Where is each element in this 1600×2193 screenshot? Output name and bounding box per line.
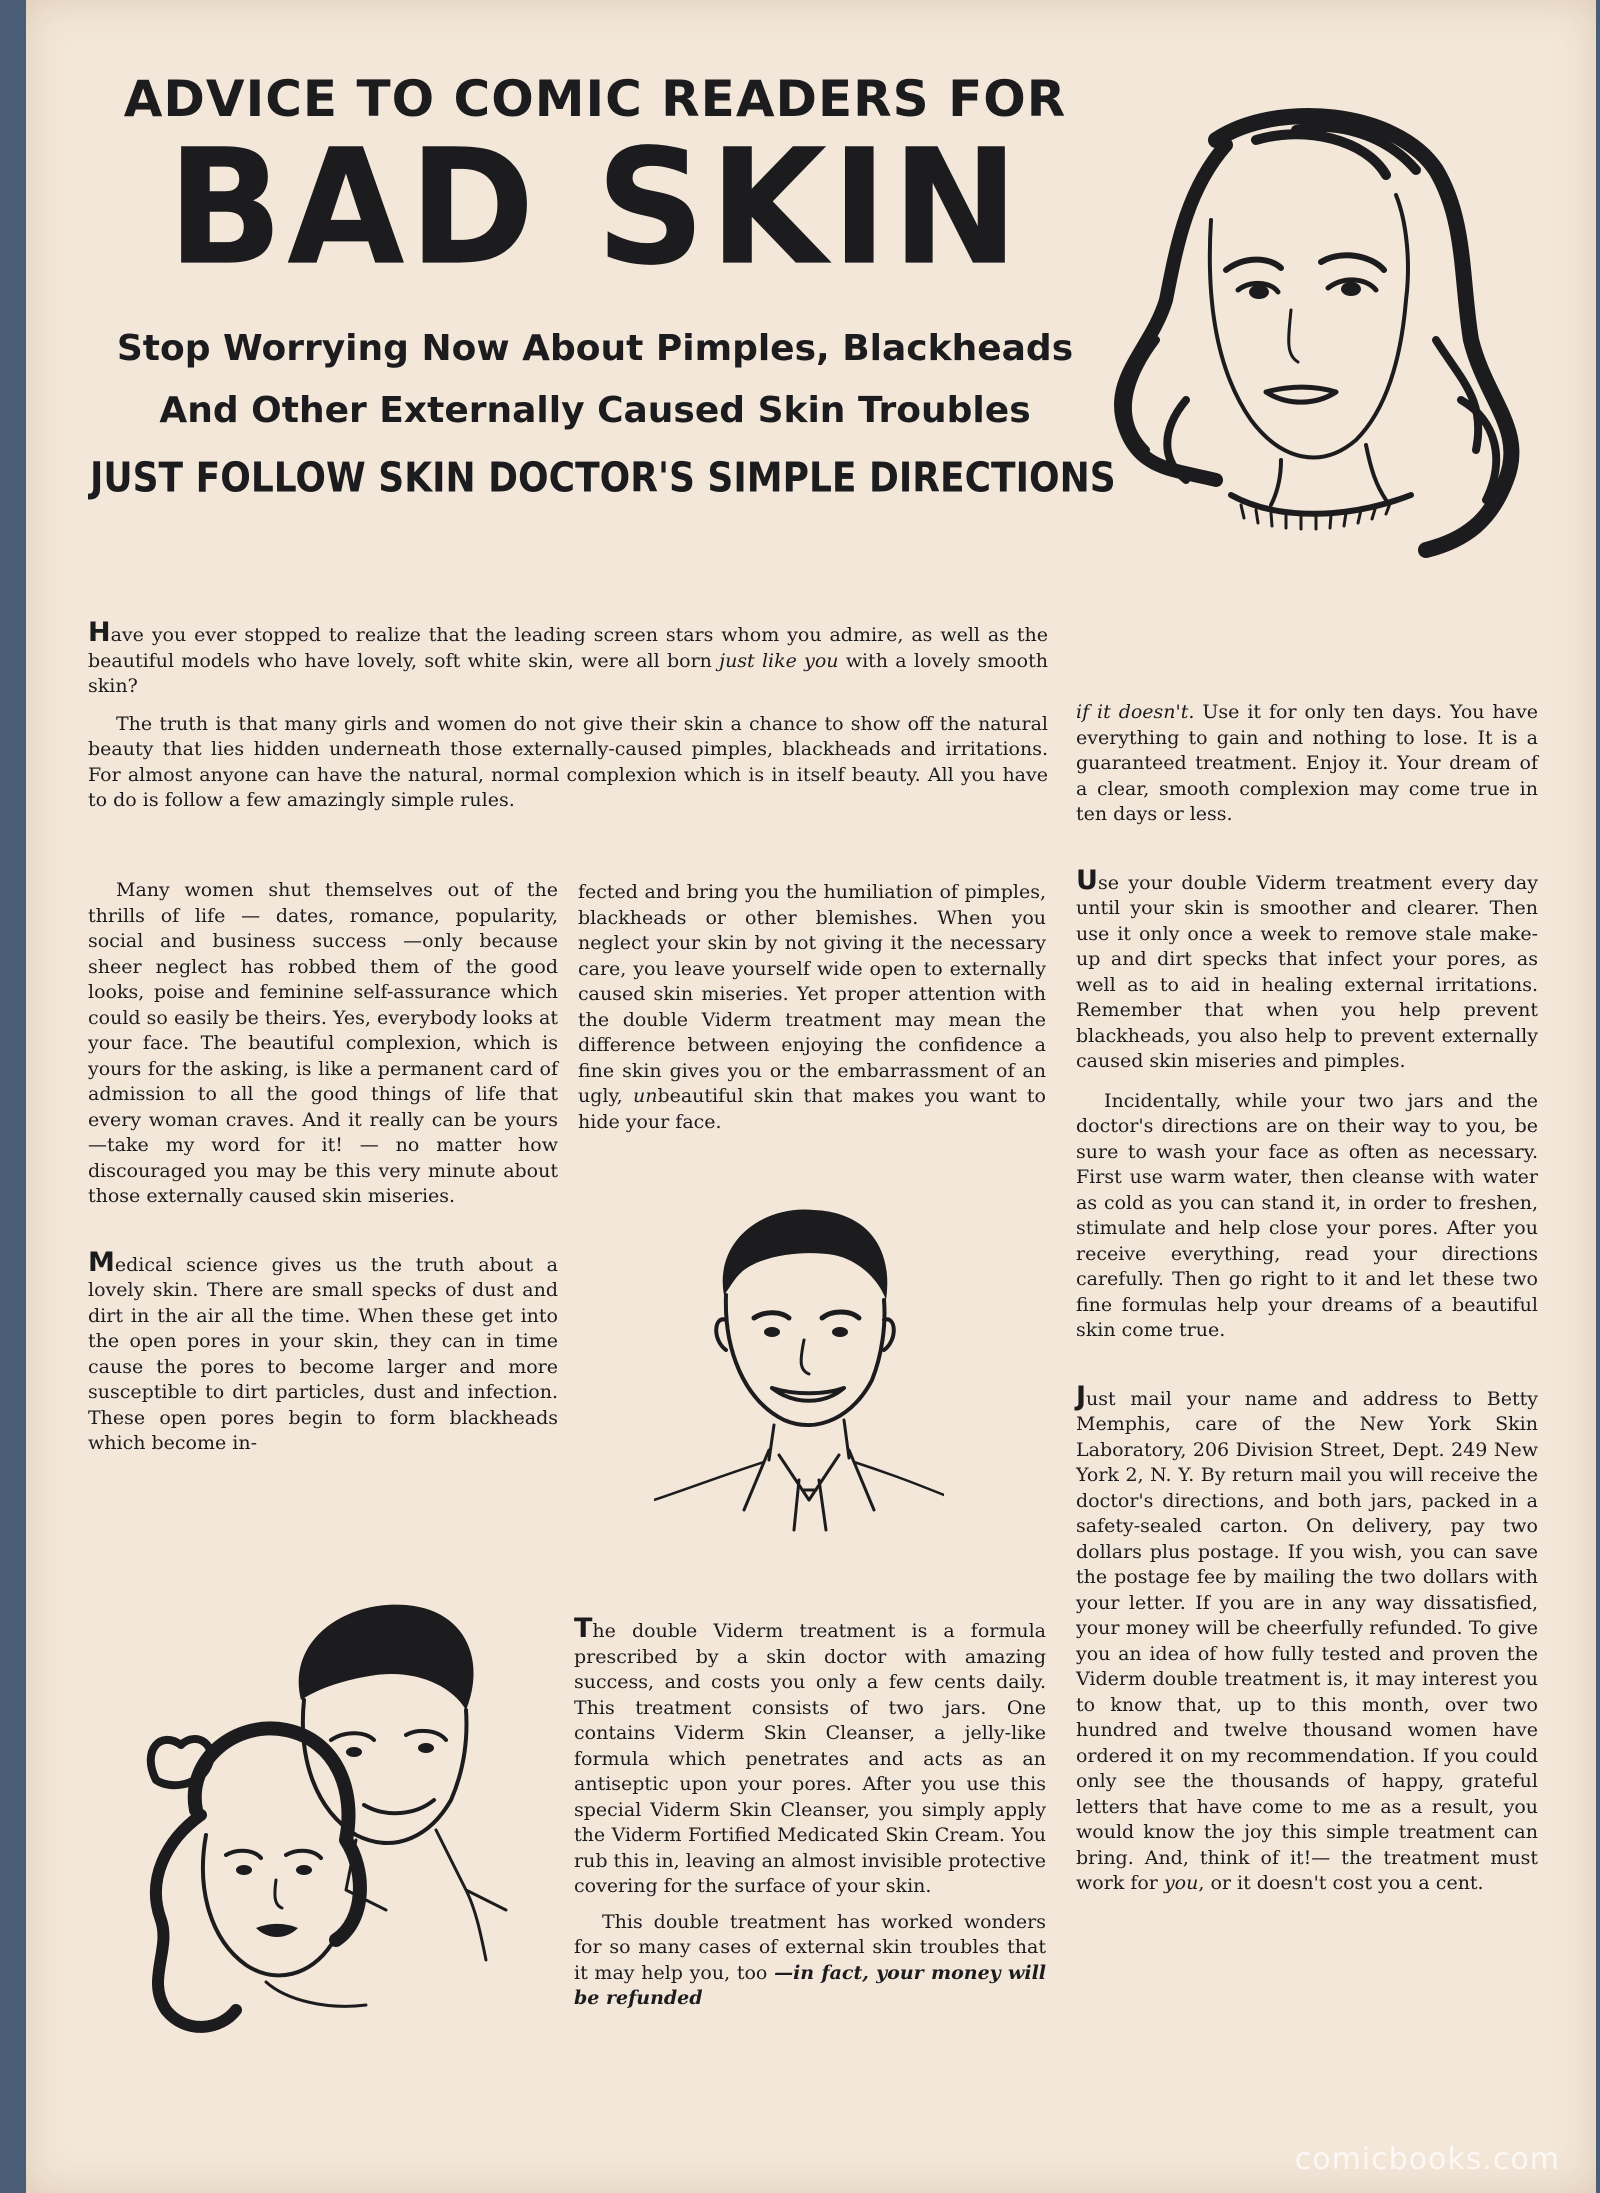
pre-title: ADVICE TO COMIC READERS FOR bbox=[123, 70, 1067, 128]
column-3-paragraph-2: Use your double Viderm treatment every day until your skin is smoother and clearer. Then use it only once a week to remove stale make-up and dirt specks that infect your pores, as well as to aid in healing external irritations. Remember that when you help prevent blackheads, you also help to prevent externally caused skin miseries and pimples. bbox=[1076, 864, 1538, 1072]
intro-paragraph-2: The truth is that many girls and women do not give their skin a chance to show off the natural beauty that lies hidden underneath those externally-caused pimples, blackheads and irritations. For almost anyone can have the natural, normal complexion which is in itself beauty. All you have to do is follow a few amazingly simple rules. bbox=[88, 712, 1048, 811]
tagline: JUST FOLLOW SKIN DOCTOR'S SIMPLE DIRECTIONS bbox=[90, 454, 1116, 503]
column-1 bbox=[88, 878, 558, 1457]
column-3-paragraph-3: Incidentally, while your two jars and the doctor's directions are on their way to you, be sure to wash your face as often as necessary. First use warm water, then cleanse with water as cold as you can stand it, in order to freshen, stimulate and help close your pores. After you receive everything, read your directions carefully. Then go right to it and let these two fine formulas help your dreams of a beautiful skin come true. bbox=[1076, 1089, 1538, 1341]
drop-initial: M bbox=[88, 1246, 115, 1278]
watermark: comicbooks.com bbox=[1294, 2142, 1560, 2177]
column-3-paragraph-4: Just mail your name and address to Betty Memphis, care of the New York Skin Laboratory, 206 Division Street, Dept. 249 New York 2, N. Y. By return mail you will receive the doctor's directions, and both jars, packed in a safety-sealed carton. On delivery, pay two dollars plus postage. If you wish, you can save the postage fee by mailing the two dollars with your letter. If you are in any way dissatisfied, your money will be cheerfully refunded. To give you an idea of how fully tested and proven the Viderm double treatment is, it may interest you to know that, up to this month, over two hundred and twelve thousand women have ordered it on my recommendation. If you could only see the thousands of happy, grateful letters that have come to me as a result, you would know the joy this simple treatment can bring. And, think of it!— the treatment must work for you, or it doesn't cost you a cent. bbox=[1076, 1380, 1538, 1894]
subtitle-line-2: And Other Externally Caused Skin Troubles bbox=[159, 390, 1031, 431]
column-2-paragraph-2: The double Viderm treatment is a formula prescribed by a skin doctor with amazing success, and costs you only a few cents daily. This treatment consists of two jars. One contains Viderm Skin Cleanser, a jelly-like formula which penetrates and acts as an antiseptic upon your pores. After you use this special Viderm Skin Cleanser, you simply apply the Viderm Fortified Medicated Skin Cream. You rub this in, leaving an almost invisible protective covering for the surface of your skin. bbox=[574, 1613, 1046, 1897]
drop-initial: T bbox=[574, 1613, 593, 1644]
couple-illustration bbox=[126, 1590, 566, 2040]
main-title: BAD SKIN bbox=[167, 114, 1023, 301]
column-1-paragraph-1: Many women shut themselves out of the thrills of life — dates, romance, popularity, social and business success —only because sheer neglect has robbed them of the good looks, poise and feminine self-assurance which could so easily be theirs. Yes, everybody looks at your face. The beautiful complexion, which is yours for the asking, is like a permanent card of admission to all the good things of life that every woman craves. And it really can be yours—take my word for it! — no matter how discouraged you may be this very minute about those externally caused skin miseries. bbox=[88, 879, 558, 1207]
drop-initial: H bbox=[88, 617, 111, 648]
column-3 bbox=[1076, 700, 1538, 1897]
intro-section bbox=[88, 617, 1048, 814]
magazine-page bbox=[26, 0, 1596, 2193]
subtitle-line-1: Stop Worrying Now About Pimples, Blackheads bbox=[116, 328, 1074, 369]
subtitle bbox=[90, 318, 1100, 442]
column-2-lower bbox=[574, 1613, 1047, 2012]
column-2-paragraph-1: fected and bring you the humiliation of pimples, blackheads or other blemishes. When you neglect your skin by not giving it the necessary care, you leave yourself wide open to externally caused skin miseries. Yet proper attention with the double Viderm treatment may mean the difference between enjoying the confidence a fine skin gives you or the embarrassment of an ugly, unbeautiful skin that makes you want to hide your face. bbox=[578, 881, 1046, 1133]
column-2 bbox=[578, 880, 1046, 1135]
drop-initial: U bbox=[1076, 864, 1098, 896]
column-3-paragraph-1: if it doesn't. Use it for only ten days. You have everything to gain and nothing to lose. It is a guaranteed treatment. Enjoy it. Your dream of a clear, smooth complexion may come true in ten days or less. bbox=[1076, 701, 1538, 825]
drop-initial: J bbox=[1076, 1380, 1087, 1412]
column-2-paragraph-3: This double treatment has worked wonders for so many cases of external skin troubles that it may help you, too —in fact, your money will be refunded bbox=[574, 1910, 1047, 2009]
column-1-paragraph-2: Medical science gives us the truth about a lovely skin. There are small specks of dust and dirt in the air all the time. When these get into the open pores in your skin, they can in time cause the pores to become larger and more susceptible to dirt particles, dust and infection. These open pores begin to form blackheads which become in- bbox=[88, 1246, 558, 1454]
woman-portrait-illustration bbox=[1066, 100, 1546, 600]
man-portrait-illustration bbox=[654, 1200, 944, 1540]
intro-paragraph-1: Have you ever stopped to realize that the leading screen stars whom you admire, as well as the beautiful models who have lovely, soft white skin, were all born just like you with a lovely smooth skin? bbox=[88, 617, 1048, 697]
